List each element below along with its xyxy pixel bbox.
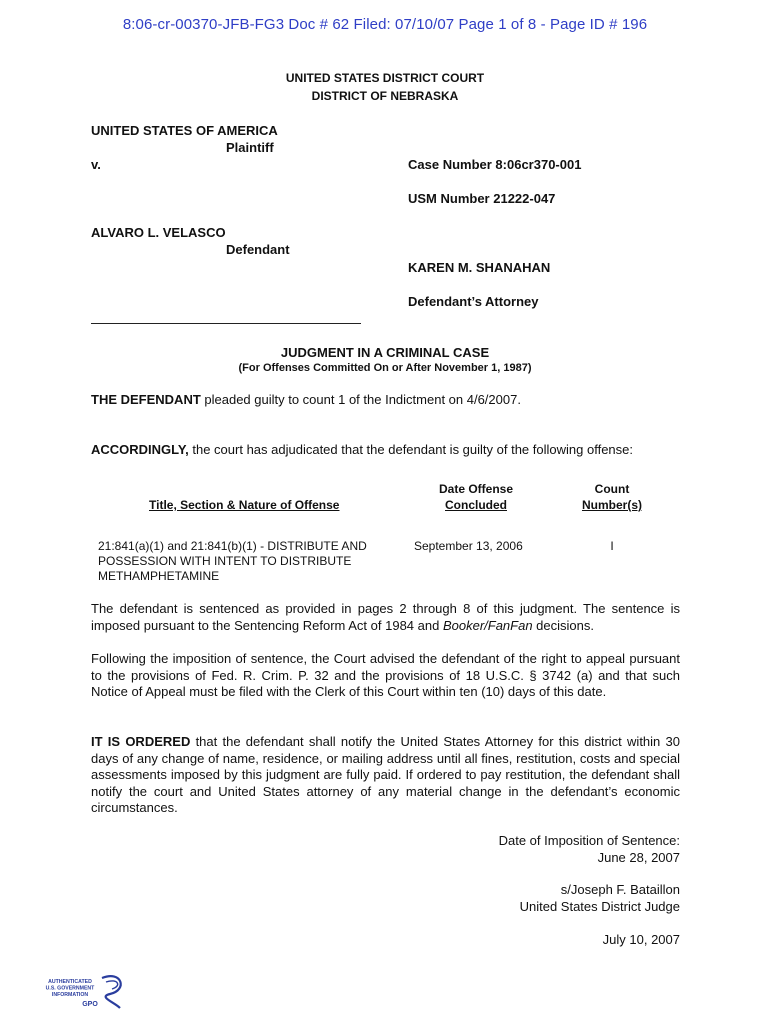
sentence-text-a: The defendant is sentenced as provided in pages 2 through 8 of this judgment. The sentence is imposed pursuant to the Sentencing Reform Act of 1984 and — [91, 601, 680, 633]
versus: v. — [91, 157, 101, 172]
signature-date: July 10, 2007 — [602, 932, 680, 947]
appeal-paragraph: Following the imposition of sentence, the Court advised the defendant of the right to appeal pursuant to the provisions of Fed. R. Crim. P. 32 and the provisions of 18 U.S.C. § 3742 (a) and that such Notice of Appeal must be filed with the Clerk of this Court within ten (10) days of this date. — [91, 651, 680, 699]
col-header-offense: Title, Section & Nature of Offense — [149, 498, 340, 512]
gpo-authentication-logo — [40, 972, 132, 1016]
ordered-paragraph — [91, 734, 680, 817]
judgment-subtitle: (For Offenses Committed On or After November 1, 1987) — [238, 362, 532, 374]
defendant-role: Defendant — [226, 242, 290, 257]
judgment-title: JUDGMENT IN A CRIMINAL CASE — [280, 345, 490, 360]
offense-count: I — [610, 539, 614, 553]
accordingly-text: the court has adjudicated that the defendant is guilty of the following offense: — [188, 442, 633, 457]
gpo-line-1: AUTHENTICATED — [48, 979, 92, 985]
sentence-text-b: decisions. — [532, 617, 594, 633]
plea-lead: THE DEFENDANT — [91, 392, 201, 407]
imposition-date: June 28, 2007 — [597, 850, 680, 865]
accordingly-statement — [91, 442, 691, 457]
attorney-role: Defendant’s Attorney — [408, 294, 539, 309]
offense-date: September 13, 2006 — [414, 539, 523, 553]
col-header-date-1: Date Offense — [438, 482, 514, 496]
col-header-count-1: Count — [594, 482, 630, 496]
court-district: DISTRICT OF NEBRASKA — [311, 89, 459, 103]
imposition-label: Date of Imposition of Sentence: — [498, 833, 680, 848]
case-number: Case Number 8:06cr370-001 — [408, 157, 582, 172]
defendant-name: ALVARO L. VELASCO — [91, 225, 226, 240]
court-name: UNITED STATES DISTRICT COURT — [285, 71, 485, 85]
filing-stamp: 8:06-cr-00370-JFB-FG3 Doc # 62 Filed: 07/10/07 Page 1 of 8 - Page ID # 196 — [122, 16, 648, 33]
judge-title: United States District Judge — [519, 899, 680, 914]
ordered-lead: IT IS ORDERED — [91, 734, 191, 749]
usm-number: USM Number 21222-047 — [408, 191, 556, 206]
attorney-name: KAREN M. SHANAHAN — [408, 260, 551, 275]
gpo-mark: GPO — [82, 1001, 98, 1008]
sentence-case-name: Booker/FanFan — [442, 617, 533, 633]
col-header-count-2: Number(s) — [581, 498, 642, 512]
offense-line-1: 21:841(a)(1) and 21:841(b)(1) - DISTRIBUTE AND — [98, 539, 367, 553]
offense-line-3: METHAMPHETAMINE — [98, 569, 220, 583]
table-row — [98, 539, 367, 584]
offense-line-2: POSSESSION WITH INTENT TO DISTRIBUTE — [98, 554, 352, 568]
accordingly-lead: ACCORDINGLY, — [91, 442, 189, 457]
plea-statement — [91, 392, 691, 407]
gpo-line-2: U.S. GOVERNMENT — [45, 985, 95, 992]
col-header-date-2: Concluded — [445, 498, 507, 512]
eagle-wing-icon — [106, 981, 118, 989]
sentence-paragraph — [91, 601, 680, 634]
plea-text: pleaded guilty to count 1 of the Indictment on 4/6/2007. — [200, 392, 521, 407]
caption-divider — [91, 323, 361, 324]
ordered-text: that the defendant shall notify the United States Attorney for this district within 30 days of any change of name, residence, or mailing address until all fines, restitution, costs and special assessments imposed by this judgment are fully paid. If ordered to pay restitution, the defendant shall notify the court and United States attorney of any material change in the defendant’s economic circumstances. — [91, 734, 680, 815]
plaintiff-name: UNITED STATES OF AMERICA — [91, 123, 278, 138]
gpo-line-3: INFORMATION — [51, 992, 89, 998]
judge-signature: s/Joseph F. Bataillon — [560, 882, 680, 897]
plaintiff-role: Plaintiff — [226, 140, 274, 155]
